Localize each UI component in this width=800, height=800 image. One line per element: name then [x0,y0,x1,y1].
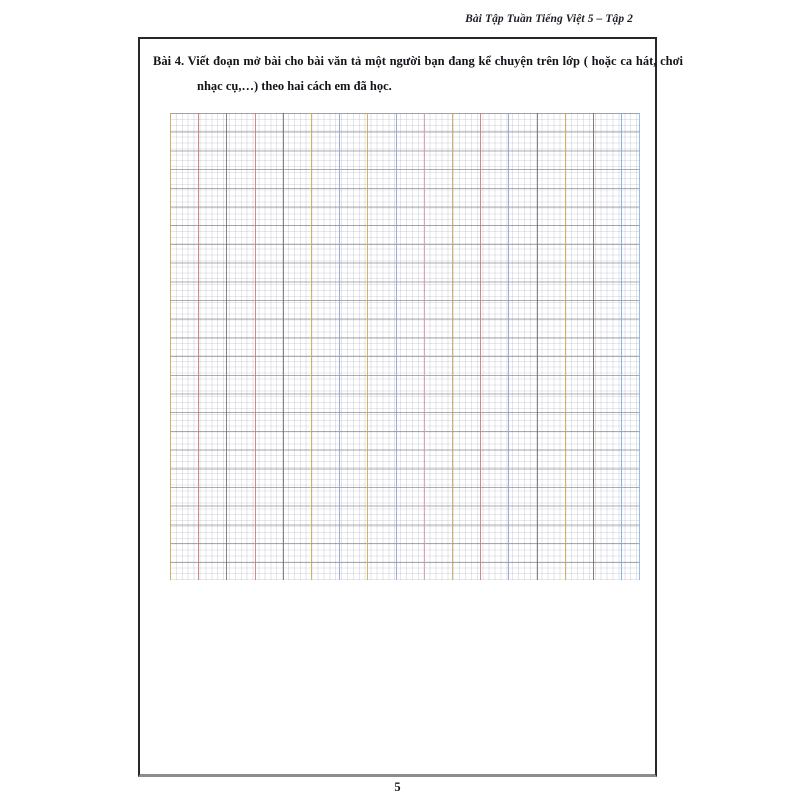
page-border-frame [138,37,683,777]
grid-vertical-accent-line [537,113,538,580]
grid-vertical-accent-line [226,113,227,580]
grid-vertical-accent-line [367,113,368,580]
grid-vertical-accent-line [424,113,425,580]
page-number: 5 [394,780,401,794]
grid-vertical-accent-line [311,113,312,580]
grid-vertical-accent-line [339,113,340,580]
grid-vertical-accent-line [480,113,481,580]
grid-vertical-accent-line [198,113,199,580]
grid-vertical-accent-line [283,113,284,580]
grid-vertical-accent-line [170,113,171,580]
grid-vertical-accent-line [593,113,594,580]
grid-vertical-accent-line [452,113,453,580]
exercise-instruction: Bài 4. Viết đoạn mở bài cho bài văn tả một người bạn đang kể chuyện trên lớp ( hoặc ca hát, chơi nhạc cụ,…) theo hai cách em đã học. [153,54,683,93]
grid-vertical-accent-line [508,113,509,580]
grid-vertical-accent-line [396,113,397,580]
running-header: Bài Tập Tuần Tiếng Việt 5 – Tập 2 [465,13,633,25]
writing-grid [170,113,640,580]
grid-vertical-accent-line [621,113,622,580]
grid-vertical-accent-line [255,113,256,580]
grid-vertical-accent-line [639,113,640,580]
grid-vertical-accent-line [565,113,566,580]
